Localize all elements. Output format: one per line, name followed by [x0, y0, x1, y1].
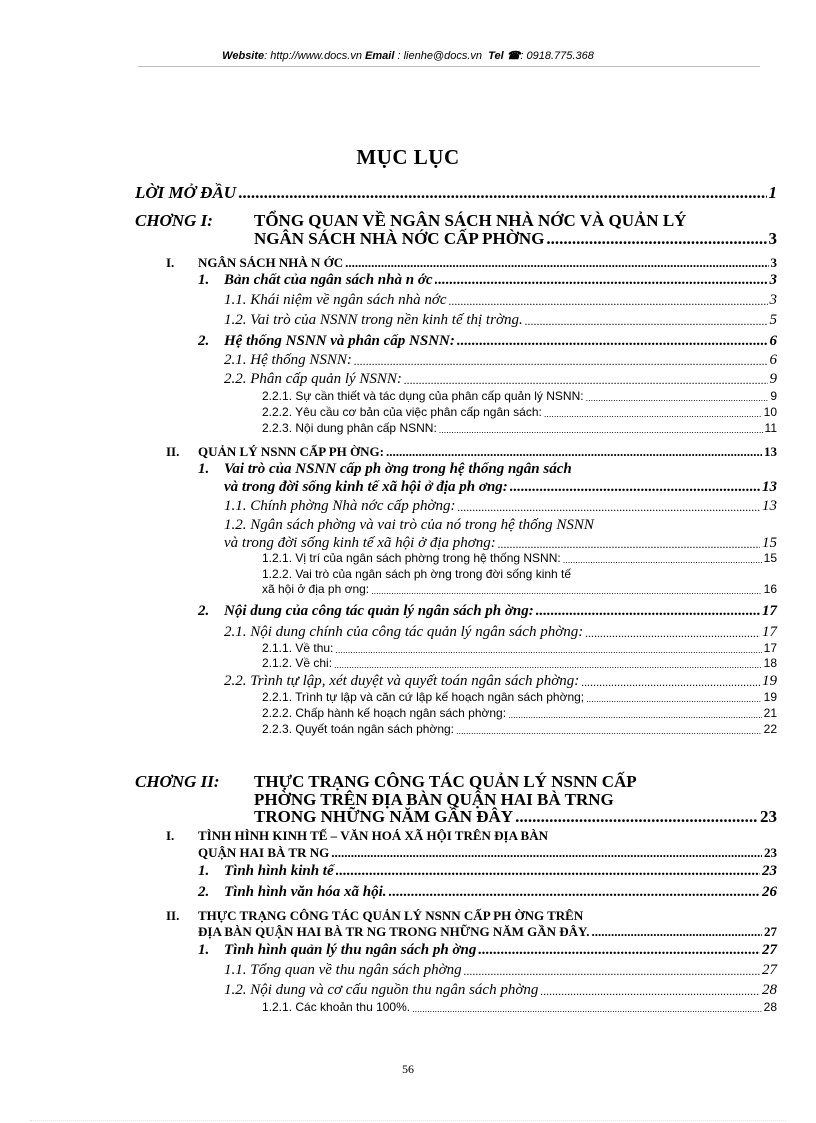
toc-entry — [224, 942, 777, 959]
toc-entry — [262, 641, 777, 655]
toc-page: 1 — [768, 183, 777, 202]
toc-entry-text: QUẬN HAI BÀ TR NG — [198, 845, 330, 860]
toc-leader — [354, 354, 768, 369]
toc-entry — [224, 863, 777, 880]
toc-entry-text: Bản chất của ngân sách nhà n ớc — [224, 272, 433, 288]
section-number: 1. — [198, 863, 210, 879]
toc-page: 17 — [762, 624, 777, 640]
toc-entry — [198, 845, 777, 861]
toc-entry-text: 1.2.1. Các khoản thu 100%. — [262, 1000, 411, 1014]
toc-entry-text: 2.2.1. Trình tự lập và căn cứ lập kế hoạch ngân sách phờng; — [262, 690, 585, 704]
toc-leader — [334, 660, 762, 670]
toc-page: 27 — [764, 924, 777, 939]
toc-leader — [591, 924, 762, 940]
toc-page: 19 — [762, 673, 777, 689]
toc-page: 27 — [762, 942, 777, 958]
toc-page: 3 — [770, 255, 777, 270]
section-number: 1. — [198, 942, 210, 958]
toc-entry-text: NGÂN SÁCH NHÀ NỚC CẤP PHỜNG — [254, 229, 545, 248]
email-label: Email — [365, 50, 395, 62]
page-header — [0, 49, 816, 62]
toc-entry — [262, 421, 777, 435]
toc-page: 10 — [763, 405, 777, 419]
section-number: I. — [166, 828, 175, 843]
toc-page: 22 — [763, 722, 777, 736]
toc-page: 13 — [762, 498, 777, 514]
toc-entry — [224, 982, 777, 999]
toc-leader — [510, 479, 760, 496]
toc-leader — [404, 373, 768, 388]
toc-entry — [224, 498, 777, 515]
toc-entry-text: 2.1.1. Về thu: — [262, 641, 334, 655]
toc-entry-text: 2.1.2. Về chi: — [262, 656, 333, 670]
toc-entry — [224, 603, 777, 620]
toc-entry — [254, 807, 777, 827]
phone-icon: ☎ — [506, 50, 521, 62]
section-number: 1. — [198, 272, 210, 288]
toc-leader — [457, 333, 768, 350]
toc-leader — [389, 884, 760, 901]
toc-entry-text: Tình hình văn hóa xã hội. — [224, 884, 387, 900]
toc-page: 9 — [769, 371, 777, 387]
toc-leader — [331, 845, 762, 861]
toc-leader — [412, 1004, 762, 1014]
toc-page: 19 — [763, 690, 777, 704]
section-number: 2. — [198, 603, 210, 619]
toc-entry — [224, 333, 777, 350]
toc-leader — [563, 555, 762, 565]
toc-entry-text: 1.2. Nội dung và cơ cấu nguồn thu ngân sách phờng — [224, 982, 539, 998]
toc-entry — [224, 535, 777, 552]
toc-page: 13 — [764, 444, 777, 459]
toc-page: 9 — [770, 389, 777, 403]
toc-entry — [262, 690, 777, 704]
toc-entry-text: QUẢN LÝ NSNN CẤP PH ỜNG: — [198, 444, 384, 459]
toc-page: 15 — [762, 535, 777, 551]
toc-page: 23 — [760, 807, 777, 826]
toc-entry-text: Tình hình quản lý thu ngân sách ph ờng — [224, 942, 477, 958]
toc-entry-text: 2.2.1. Sự cần thiết và tác dụng của phân cấp quản lý NSNN: — [262, 389, 584, 403]
toc-entry — [135, 183, 777, 203]
toc-leader — [508, 710, 762, 720]
section-number: 2. — [198, 333, 210, 349]
toc-entry — [262, 582, 777, 596]
toc-entry — [262, 551, 777, 565]
header-divider — [138, 66, 760, 67]
section-number: II. — [166, 444, 180, 459]
toc-entry-text: và trong đời sống kinh tế xã hội ở địa ph ơng: — [224, 479, 508, 495]
toc-entry — [198, 444, 777, 460]
toc-entry-text: 1.2.2. Vai trò của ngân sách ph ờng trong đời sống kinh tế — [262, 567, 572, 581]
toc-entry — [224, 884, 777, 901]
toc-entry — [262, 389, 777, 403]
toc-leader — [585, 626, 760, 641]
toc-page: 11 — [764, 421, 777, 435]
toc-entry — [198, 255, 777, 271]
toc-leader — [546, 229, 766, 249]
section-number: 2. — [198, 884, 210, 900]
toc-leader — [238, 183, 766, 203]
toc-page: 28 — [762, 982, 777, 998]
toc-leader — [586, 694, 762, 704]
toc-entry-text: Vai trò của NSNN cấp ph ờng trong hệ thống ngân sách — [224, 461, 572, 477]
toc-entry-text: Nội dung của công tác quản lý ngân sách ph ờng: — [224, 603, 534, 619]
toc-leader — [336, 863, 760, 880]
toc-entry — [224, 352, 777, 369]
toc-entry-text: 1.1. Khái niệm về ngân sách nhà nớc — [224, 292, 447, 308]
toc-page: 6 — [769, 352, 777, 368]
toc-page: 27 — [762, 962, 777, 978]
toc-leader — [478, 942, 760, 959]
toc-leader — [498, 537, 760, 552]
toc-entry — [224, 312, 777, 329]
toc-leader — [439, 425, 763, 435]
toc-entry-text: xã hội ở địa ph ơng: — [262, 582, 370, 596]
toc-leader — [586, 393, 769, 403]
toc-entry-text: 2.1. Nội dung chính của công tác quản lý ngân sách phờng: — [224, 624, 584, 640]
section-number: I. — [166, 255, 175, 270]
toc-page: 18 — [763, 656, 777, 670]
toc-page: 3 — [768, 229, 777, 248]
toc-leader — [544, 409, 762, 419]
toc-page: 3 — [769, 272, 777, 288]
toc-entry — [224, 292, 777, 309]
toc-page: 21 — [763, 706, 777, 720]
toc-leader — [540, 984, 760, 999]
toc-entry-text: 1.2.1. Vị trí của ngân sách phờng trong hệ thống NSNN: — [262, 551, 561, 565]
tel-label: Tel — [488, 50, 504, 62]
toc-entry-text: và trong đời sống kinh tế xã hội ở địa phơng: — [224, 535, 496, 551]
toc-page: 23 — [764, 845, 777, 860]
chapter-title-line: THỰC TRẠNG CÔNG TÁC QUẢN LÝ NSNN CẤP — [254, 772, 637, 791]
section-number: II. — [166, 908, 180, 923]
email-value: : lienhe@docs.vn — [394, 50, 483, 62]
toc-entry-text: Tình hình kinh tế — [224, 863, 334, 879]
toc-entry-text: 1.1. Tổng quan về thu ngân sách phờng — [224, 962, 462, 978]
chapter-title-line: PHỜNG TRÊN ĐỊA BÀN QUẬN HAI BÀ TRNG — [254, 790, 614, 809]
toc-page: 13 — [762, 479, 777, 495]
toc-entry-text: 1.1. Chính phờng Nhà nớc cấp phờng: — [224, 498, 456, 514]
toc-leader — [456, 726, 762, 736]
toc-leader — [335, 645, 761, 655]
toc-entry — [224, 962, 777, 979]
toc-leader — [581, 675, 760, 690]
toc-entry-text: 2.2.2. Yêu cầu cơ bản của việc phân cấp ngân sách: — [262, 405, 542, 419]
toc-entry — [224, 673, 777, 690]
toc-entry-text: 2.1. Hệ thống NSNN: — [224, 352, 352, 368]
toc-leader — [449, 294, 768, 309]
toc-leader — [371, 586, 762, 596]
toc-entry-text: TRONG NHỮNG NĂM GẦN ĐÂY — [254, 807, 514, 826]
toc-entry-text: 1.2. Ngân sách phờng và vai trò của nó trong hệ thống NSNN — [224, 517, 594, 533]
toc-leader — [458, 500, 760, 515]
toc-entry-text: Hệ thống NSNN và phân cấp NSNN: — [224, 333, 455, 349]
chapter-label: CHƠNG II: — [135, 772, 220, 791]
toc-entry — [262, 1000, 777, 1014]
toc-leader — [435, 272, 768, 289]
website-value: : http://www.docs.vn — [264, 50, 362, 62]
toc-entry — [262, 706, 777, 720]
toc-entry — [224, 272, 777, 289]
toc-page: 23 — [762, 863, 777, 879]
tel-value: : 0918.775.368 — [520, 50, 594, 62]
website-label: Website — [222, 50, 265, 62]
toc-page: 28 — [763, 1000, 777, 1014]
toc-page: 15 — [763, 551, 777, 565]
toc-leader — [536, 603, 760, 620]
toc-entry — [254, 229, 777, 249]
toc-leader — [345, 255, 768, 271]
toc-leader — [464, 964, 760, 979]
chapter-label: CHƠNG I: — [135, 211, 213, 230]
toc-entry-text: 1.2. Vai trò của NSNN trong nền kinh tế thị trờng. — [224, 312, 523, 328]
chapter-title-line: TỔNG QUAN VỀ NGÂN SÁCH NHÀ NỚC VÀ QUẢN LÝ — [254, 211, 687, 230]
toc-entry-text: THỰC TRẠNG CÔNG TÁC QUẢN LÝ NSNN CẤP PH ỜNG TRÊN — [198, 908, 584, 923]
toc-entry-text: LỜI MỞ ĐẦU — [135, 183, 237, 202]
toc-title: MỤC LỤC — [356, 145, 460, 169]
toc-entry-text: 2.2.3. Quyết toán ngân sách phờng: — [262, 722, 455, 736]
toc-entry-text: 2.2.3. Nội dung phân cấp NSNN: — [262, 421, 437, 435]
toc-entry-text: ĐỊA BÀN QUẬN HAI BÀ TR NG TRONG NHỮNG NĂM GẦN ĐÂY. — [198, 924, 590, 939]
toc-page: 5 — [769, 312, 777, 328]
toc-page: 17 — [763, 641, 777, 655]
toc-entry — [262, 405, 777, 419]
toc-page: 6 — [769, 333, 777, 349]
toc-leader — [515, 807, 758, 827]
toc-leader — [386, 444, 762, 460]
toc-entry — [224, 624, 777, 641]
toc-page: 26 — [762, 884, 777, 900]
section-number: 1. — [198, 461, 210, 477]
toc-page: 17 — [762, 603, 777, 619]
toc-entry-text: TÌNH HÌNH KINH TẾ – VĂN HOÁ XÃ HỘI TRÊN ĐỊA BÀN — [198, 828, 548, 843]
toc-entry — [224, 371, 777, 388]
toc-entry-text: 2.2.2. Chấp hành kế hoạch ngân sách phờng: — [262, 706, 507, 720]
toc-entry — [198, 924, 777, 940]
toc-page: 3 — [769, 292, 777, 308]
toc-entry — [262, 656, 777, 670]
toc-entry-text: 2.2. Phân cấp quản lý NSNN: — [224, 371, 402, 387]
toc-leader — [525, 314, 768, 329]
toc-entry — [262, 722, 777, 736]
page-bottom-divider — [30, 1120, 786, 1121]
page-number: 56 — [402, 1062, 414, 1076]
toc-entry — [224, 479, 777, 496]
toc-page: 16 — [763, 582, 777, 596]
toc-entry-text: NGÂN SÁCH NHÀ N ỚC — [198, 255, 344, 270]
toc-entry-text: 2.2. Trình tự lập, xét duyệt và quyết toán ngân sách phờng: — [224, 673, 580, 689]
